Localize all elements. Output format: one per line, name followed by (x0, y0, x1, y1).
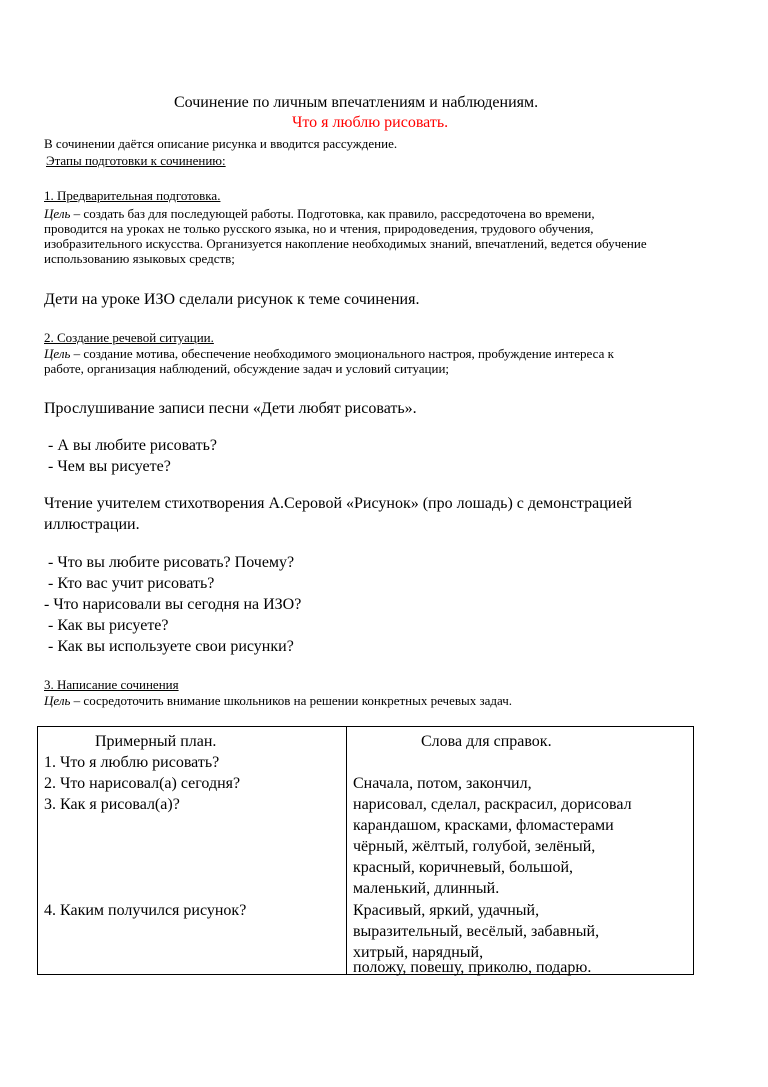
stage3-heading: 3. Написание сочинения (44, 677, 179, 692)
reading-line1: Чтение учителем стихотворения А.Серовой «Рисунок» (про лошадь) с демонстрацией (44, 495, 632, 512)
words-line-6: маленький, длинный. (353, 880, 500, 897)
plan-item-1: 1. Что я люблю рисовать? (44, 754, 220, 771)
words-line-2: нарисовал, сделал, раскрасил, дорисовал (353, 796, 632, 813)
goal-text: – сосредоточить внимание школьников на решении конкретных речевых задач. (70, 693, 513, 708)
stage3-goal (44, 693, 512, 709)
goal-label: Цель (44, 346, 71, 361)
question-5: - Что нарисовали вы сегодня на ИЗО? (44, 596, 302, 613)
words-line-8: выразительный, весёлый, забавный, (353, 923, 600, 940)
question-6: - Как вы рисуете? (48, 617, 169, 634)
goal-text: – создание мотива, обеспечение необходимого эмоционального настроя, пробуждение интереса к (70, 346, 614, 361)
stage1-goal-line2: проводится на уроках не только русского языка, но и чтения, природоведения, трудового обучения, (44, 221, 594, 236)
plan-item-4: 4. Каким получился рисунок? (44, 902, 247, 919)
stage1-goal-line4: использованию языковых средств; (44, 251, 235, 266)
stage2-heading: 2. Создание речевой ситуации. (44, 330, 214, 345)
stage1-heading: 1. Предварительная подготовка. (44, 188, 221, 203)
goal-label: Цель (44, 693, 71, 708)
question-2: - Чем вы рисуете? (48, 458, 171, 475)
words-line-4: чёрный, жёлтый, голубой, зелёный, (353, 838, 596, 855)
words-line-5: красный, коричневый, большой, (353, 859, 574, 876)
stage1-note: Дети на уроке ИЗО сделали рисунок к теме сочинения. (44, 291, 420, 308)
goal-text: – создать баз для последующей работы. Подготовка, как правило, рассредоточена во времени, (70, 206, 595, 221)
words-line-10: положу, повешу, приколю, подарю. (353, 959, 592, 976)
words-line-7: Красивый, яркий, удачный, (353, 902, 540, 919)
intro-text: В сочинении даётся описание рисунка и вводится рассуждение. (44, 136, 398, 151)
reading-line2: иллюстрации. (44, 516, 140, 533)
question-1: - А вы любите рисовать? (48, 437, 218, 454)
goal-label: Цель (44, 206, 71, 221)
question-4: - Кто вас учит рисовать? (48, 575, 215, 592)
stage2-goal-line2: работе, организация наблюдений, обсуждение задач и условий ситуации; (44, 361, 450, 376)
words-line-1: Сначала, потом, закончил, (353, 775, 532, 792)
document-subtitle: Что я люблю рисовать. (292, 114, 449, 131)
words-line-3: карандашом, красками, фломастерами (353, 817, 614, 834)
stages-heading: Этапы подготовки к сочинению: (46, 153, 226, 168)
question-7: - Как вы используете свои рисунки? (48, 638, 294, 655)
listening-text: Прослушивание записи песни «Дети любят рисовать». (44, 400, 417, 417)
document-title: Сочинение по личным впечатлениям и наблюдениям. (174, 94, 539, 111)
table-column-divider (346, 726, 347, 975)
stage1-goal-line1 (44, 206, 595, 222)
stage2-goal-line1 (44, 346, 614, 362)
plan-item-2: 2. Что нарисовал(а) сегодня? (44, 775, 241, 792)
stage1-goal-line3: изобразительного искусства. Организуется накопление необходимых знаний, впечатлений, ведется обучение (44, 236, 647, 251)
table-right-header: Слова для справок. (421, 733, 552, 750)
plan-item-3: 3. Как я рисовал(а)? (44, 796, 180, 813)
question-3: - Что вы любите рисовать? Почему? (48, 554, 295, 571)
table-left-header: Примерный план. (95, 733, 217, 750)
words-line-9: хитрый, нарядный, (353, 944, 484, 961)
